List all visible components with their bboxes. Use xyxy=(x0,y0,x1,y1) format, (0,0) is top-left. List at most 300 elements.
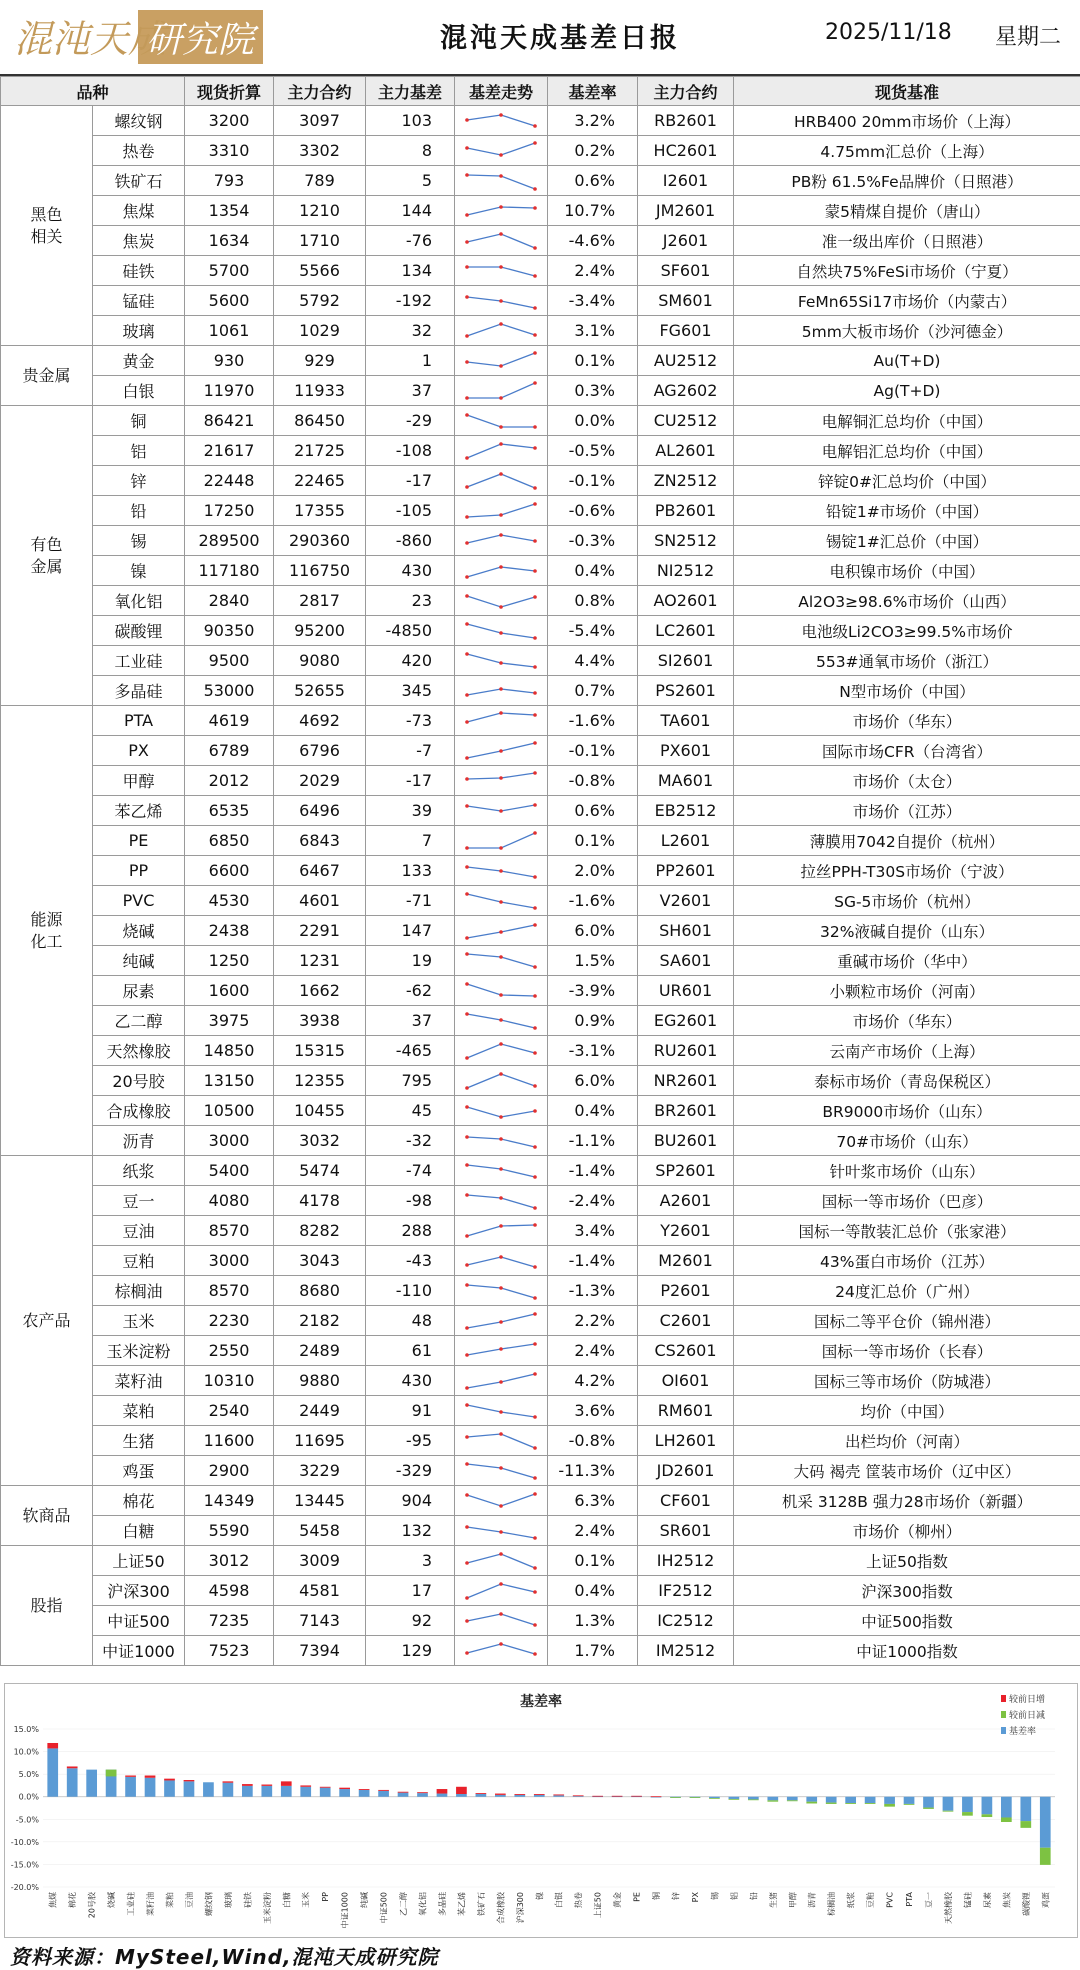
trend-sparkline xyxy=(461,948,541,974)
x-tick-label: 20号胶 xyxy=(87,1891,97,1918)
legend-swatch xyxy=(1001,1727,1006,1734)
trend-point xyxy=(533,1206,537,1210)
trend-sparkline xyxy=(461,738,541,764)
basis-cell: 904 xyxy=(366,1486,455,1516)
trend-point xyxy=(533,539,537,543)
bar-basis-rate xyxy=(534,1795,545,1797)
spot-price-cell: 17250 xyxy=(185,496,274,526)
trend-point xyxy=(465,575,469,579)
spot-price-cell: 117180 xyxy=(185,556,274,586)
trend-point xyxy=(533,1084,537,1088)
contract-cell: Y2601 xyxy=(638,1216,734,1246)
spot-price-cell: 5400 xyxy=(185,1156,274,1186)
trend-point xyxy=(499,265,503,269)
trend-sparkline xyxy=(461,1608,541,1634)
product-cell: 多晶硅 xyxy=(93,676,185,706)
futures-price-cell: 15315 xyxy=(274,1036,366,1066)
trend-point xyxy=(533,1026,537,1030)
x-tick-label: PTA xyxy=(905,1891,914,1906)
bar-basis-rate xyxy=(359,1790,370,1797)
trend-point xyxy=(499,1582,503,1586)
spot-price-cell: 1250 xyxy=(185,946,274,976)
futures-price-cell: 116750 xyxy=(274,556,366,586)
bar-basis-rate xyxy=(1001,1797,1012,1818)
spot-standard-cell: 电积镍市场价（中国） xyxy=(734,556,1080,586)
contract-cell: CU2512 xyxy=(638,406,734,436)
trend-cell xyxy=(455,1126,548,1156)
spot-price-cell: 3310 xyxy=(185,136,274,166)
contract-cell: RU2601 xyxy=(638,1036,734,1066)
basis-cell: 5 xyxy=(366,166,455,196)
legend-swatch xyxy=(1001,1695,1006,1702)
table-row xyxy=(1,1396,1080,1426)
report-date: 2025/11/18 xyxy=(825,20,952,45)
basis-rate-cell: -0.8% xyxy=(548,766,638,796)
trend-cell xyxy=(455,1216,548,1246)
spot-price-cell: 4619 xyxy=(185,706,274,736)
spot-standard-cell: Al2O3≥98.6%市场价（山西） xyxy=(734,586,1080,616)
trend-point xyxy=(465,652,469,656)
trend-sparkline xyxy=(461,1188,541,1214)
futures-price-cell: 52655 xyxy=(274,676,366,706)
trend-cell xyxy=(455,1186,548,1216)
contract-cell: SI2601 xyxy=(638,646,734,676)
trend-point xyxy=(499,322,503,326)
product-cell: 黄金 xyxy=(93,346,185,376)
futures-price-cell: 1029 xyxy=(274,316,366,346)
basis-cell: -62 xyxy=(366,976,455,1006)
trend-cell xyxy=(455,736,548,766)
trend-cell xyxy=(455,496,548,526)
contract-cell: PX601 xyxy=(638,736,734,766)
bar-change-increase xyxy=(437,1789,448,1794)
bar-basis-rate xyxy=(47,1748,58,1796)
x-tick-label: 苯乙烯 xyxy=(456,1892,466,1916)
bar-basis-rate xyxy=(281,1786,292,1797)
trend-sparkline xyxy=(461,1398,541,1424)
bar-change-decrease xyxy=(709,1798,720,1799)
product-cell: 上证50 xyxy=(93,1546,185,1576)
basis-rate-cell: 0.4% xyxy=(548,556,638,586)
futures-price-cell: 3043 xyxy=(274,1246,366,1276)
bar-basis-rate xyxy=(417,1793,428,1797)
product-cell: 纸浆 xyxy=(93,1156,185,1186)
basis-cell: 430 xyxy=(366,556,455,586)
trend-point xyxy=(499,1167,503,1171)
trend-sparkline xyxy=(461,528,541,554)
spot-price-cell: 3012 xyxy=(185,1546,274,1576)
trend-point xyxy=(533,1536,537,1540)
trend-point xyxy=(465,982,469,986)
trend-point xyxy=(499,533,503,537)
bar-change-decrease xyxy=(729,1799,740,1800)
y-tick-label: 0.0% xyxy=(19,1793,40,1802)
spot-standard-cell: 中证1000指数 xyxy=(734,1636,1080,1666)
bar-change-increase xyxy=(514,1794,525,1795)
bar-change-increase xyxy=(242,1784,253,1786)
contract-cell: BU2601 xyxy=(638,1126,734,1156)
bar-basis-rate xyxy=(865,1797,876,1803)
basis-rate-cell: -1.1% xyxy=(548,1126,638,1156)
basis-rate-chart xyxy=(4,1683,1078,1938)
spot-price-cell: 7523 xyxy=(185,1636,274,1666)
trend-sparkline xyxy=(461,798,541,824)
product-cell: 硅铁 xyxy=(93,256,185,286)
trend-line xyxy=(467,444,535,458)
futures-price-cell: 2029 xyxy=(274,766,366,796)
product-cell: 焦炭 xyxy=(93,226,185,256)
bar-change-increase xyxy=(573,1795,584,1796)
basis-cell: 32 xyxy=(366,316,455,346)
trend-point xyxy=(465,1135,469,1139)
y-tick-label: 15.0% xyxy=(14,1725,40,1734)
bar-change-decrease xyxy=(1020,1821,1031,1828)
bar-basis-rate xyxy=(476,1794,487,1797)
spot-standard-cell: 云南产市场价（上海） xyxy=(734,1036,1080,1066)
futures-price-cell: 2182 xyxy=(274,1306,366,1336)
trend-point xyxy=(499,1224,503,1228)
trend-cell xyxy=(455,706,548,736)
table-row xyxy=(1,316,1080,346)
basis-rate-cell: 4.2% xyxy=(548,1366,638,1396)
spot-price-cell: 4530 xyxy=(185,886,274,916)
spot-price-cell: 21617 xyxy=(185,436,274,466)
spot-price-cell: 1061 xyxy=(185,316,274,346)
basis-rate-cell: -3.1% xyxy=(548,1036,638,1066)
x-tick-label: 中证1000 xyxy=(340,1892,350,1928)
basis-rate-cell: 10.7% xyxy=(548,196,638,226)
trend-point xyxy=(499,1072,503,1076)
basis-rate-cell: -1.4% xyxy=(548,1156,638,1186)
trend-line xyxy=(467,1554,535,1568)
basis-rate-cell: 0.8% xyxy=(548,586,638,616)
spot-standard-cell: BR9000市场价（山东） xyxy=(734,1096,1080,1126)
spot-standard-cell: 沪深300指数 xyxy=(734,1576,1080,1606)
spot-standard-cell: 国标一等市场价（巴彦） xyxy=(734,1186,1080,1216)
svg-text:研究院: 研究院 xyxy=(146,20,259,61)
trend-point xyxy=(499,776,503,780)
futures-price-cell: 6467 xyxy=(274,856,366,886)
table-row xyxy=(1,196,1080,226)
x-tick-label: 硅铁 xyxy=(242,1892,252,1908)
bar-change-decrease xyxy=(670,1797,681,1798)
contract-cell: EG2601 xyxy=(638,1006,734,1036)
trend-cell xyxy=(455,376,548,406)
spot-price-cell: 5700 xyxy=(185,256,274,286)
table-row xyxy=(1,676,1080,706)
trend-sparkline xyxy=(461,348,541,374)
bar-basis-rate xyxy=(982,1797,993,1815)
logo xyxy=(10,8,265,66)
trend-sparkline xyxy=(461,1008,541,1034)
trend-point xyxy=(499,232,503,236)
bar-basis-rate xyxy=(164,1780,175,1796)
table-row xyxy=(1,1606,1080,1636)
trend-point xyxy=(499,1018,503,1022)
contract-cell: CF601 xyxy=(638,1486,734,1516)
bar-change-decrease xyxy=(904,1804,915,1805)
futures-price-cell: 3097 xyxy=(274,106,366,136)
trend-point xyxy=(465,541,469,545)
spot-standard-cell: 电解铝汇总均价（中国） xyxy=(734,436,1080,466)
legend-label: 基差率 xyxy=(1009,1725,1036,1737)
futures-price-cell: 8282 xyxy=(274,1216,366,1246)
trend-cell xyxy=(455,1336,548,1366)
trend-cell xyxy=(455,256,548,286)
contract-cell: SM601 xyxy=(638,286,734,316)
legend-label: 较前日增 xyxy=(1009,1693,1045,1705)
spot-standard-cell: 电解铜汇总均价（中国） xyxy=(734,406,1080,436)
basis-cell: -860 xyxy=(366,526,455,556)
trend-sparkline xyxy=(461,1578,541,1604)
trend-cell xyxy=(455,406,548,436)
table-row xyxy=(1,1156,1080,1186)
trend-cell xyxy=(455,466,548,496)
futures-price-cell: 17355 xyxy=(274,496,366,526)
spot-price-cell: 3975 xyxy=(185,1006,274,1036)
trend-point xyxy=(465,846,469,850)
product-cell: 铜 xyxy=(93,406,185,436)
trend-point xyxy=(465,1561,469,1565)
product-cell: 豆粕 xyxy=(93,1246,185,1276)
spot-standard-cell: 市场价（柳州） xyxy=(734,1516,1080,1546)
trend-point xyxy=(499,1642,503,1646)
contract-cell: OI601 xyxy=(638,1366,734,1396)
basis-rate-cell: 0.6% xyxy=(548,796,638,826)
bar-change-increase xyxy=(320,1787,331,1788)
spot-standard-cell: 上证50指数 xyxy=(734,1546,1080,1576)
futures-price-cell: 6496 xyxy=(274,796,366,826)
trend-cell xyxy=(455,886,548,916)
futures-price-cell: 5458 xyxy=(274,1516,366,1546)
trend-line xyxy=(467,1074,535,1088)
spot-standard-cell: 国标二等平仓价（锦州港） xyxy=(734,1306,1080,1336)
trend-line xyxy=(467,474,535,488)
spot-standard-cell: 市场价（华东） xyxy=(734,1006,1080,1036)
table-row xyxy=(1,496,1080,526)
trend-point xyxy=(465,485,469,489)
bar-change-decrease xyxy=(943,1811,954,1812)
basis-rate-cell: 0.0% xyxy=(548,406,638,436)
futures-price-cell: 7394 xyxy=(274,1636,366,1666)
futures-price-cell: 789 xyxy=(274,166,366,196)
trend-point xyxy=(499,364,503,368)
bar-change-increase xyxy=(398,1792,409,1793)
basis-cell: -17 xyxy=(366,766,455,796)
product-cell: PTA xyxy=(93,706,185,736)
trend-cell xyxy=(455,316,548,346)
trend-point xyxy=(465,118,469,122)
basis-cell: 17 xyxy=(366,1576,455,1606)
y-tick-label: -20.0% xyxy=(11,1883,40,1892)
legend-swatch xyxy=(1001,1711,1006,1718)
trend-point xyxy=(499,153,503,157)
legend-label: 较前日减 xyxy=(1009,1709,1045,1721)
col-header-futures: 主力合约 xyxy=(274,77,366,106)
trend-sparkline xyxy=(461,1308,541,1334)
product-cell: 铅 xyxy=(93,496,185,526)
basis-rate-cell: -1.3% xyxy=(548,1276,638,1306)
basis-rate-cell: -3.4% xyxy=(548,286,638,316)
product-cell: 中证1000 xyxy=(93,1636,185,1666)
basis-cell: 37 xyxy=(366,376,455,406)
trend-sparkline xyxy=(461,858,541,884)
trend-point xyxy=(465,240,469,244)
trend-cell xyxy=(455,1096,548,1126)
trend-point xyxy=(533,141,537,145)
bar-basis-rate xyxy=(67,1768,78,1796)
trend-point xyxy=(465,1651,469,1655)
basis-cell: 7 xyxy=(366,826,455,856)
contract-cell: J2601 xyxy=(638,226,734,256)
bar-basis-rate xyxy=(86,1770,97,1797)
table-row xyxy=(1,286,1080,316)
trend-point xyxy=(499,174,503,178)
spot-standard-cell: 铅锭1#市场价（中国） xyxy=(734,496,1080,526)
trend-point xyxy=(499,631,503,635)
product-cell: 沪深300 xyxy=(93,1576,185,1606)
spot-standard-cell: 准一级出库价（日照港） xyxy=(734,226,1080,256)
trend-point xyxy=(499,900,503,904)
spot-price-cell: 2540 xyxy=(185,1396,274,1426)
product-cell: 螺纹钢 xyxy=(93,106,185,136)
contract-cell: ZN2512 xyxy=(638,466,734,496)
trend-cell xyxy=(455,616,548,646)
trend-cell xyxy=(455,226,548,256)
trend-point xyxy=(465,1193,469,1197)
bar-change-increase xyxy=(300,1785,311,1786)
basis-rate-cell: -2.4% xyxy=(548,1186,638,1216)
table-row xyxy=(1,796,1080,826)
bar-change-decrease xyxy=(787,1800,798,1801)
spot-price-cell: 90350 xyxy=(185,616,274,646)
basis-cell: 144 xyxy=(366,196,455,226)
trend-point xyxy=(533,187,537,191)
table-row xyxy=(1,1516,1080,1546)
trend-point xyxy=(533,333,537,337)
trend-point xyxy=(465,622,469,626)
table-row xyxy=(1,556,1080,586)
trend-point xyxy=(533,1051,537,1055)
bar-change-decrease xyxy=(106,1770,117,1777)
trend-cell xyxy=(455,346,548,376)
trend-point xyxy=(499,472,503,476)
futures-price-cell: 7143 xyxy=(274,1606,366,1636)
futures-price-cell: 9880 xyxy=(274,1366,366,1396)
trend-point xyxy=(533,274,537,278)
contract-cell: IF2512 xyxy=(638,1576,734,1606)
product-cell: 豆油 xyxy=(93,1216,185,1246)
basis-rate-cell: 1.3% xyxy=(548,1606,638,1636)
report-header xyxy=(0,0,1080,76)
basis-cell: 288 xyxy=(366,1216,455,1246)
bar-change-decrease xyxy=(1040,1848,1051,1865)
product-cell: 铁矿石 xyxy=(93,166,185,196)
product-cell: 豆一 xyxy=(93,1186,185,1216)
product-cell: 白银 xyxy=(93,376,185,406)
spot-price-cell: 2012 xyxy=(185,766,274,796)
bar-basis-rate xyxy=(339,1789,350,1797)
basis-cell: 795 xyxy=(366,1066,455,1096)
spot-price-cell: 2840 xyxy=(185,586,274,616)
bar-change-decrease xyxy=(884,1804,895,1807)
basis-rate-cell: 3.1% xyxy=(548,316,638,346)
bar-change-increase xyxy=(47,1743,58,1748)
trend-point xyxy=(499,1612,503,1616)
trend-point xyxy=(465,1234,469,1238)
trend-point xyxy=(499,1466,503,1470)
contract-cell: LH2601 xyxy=(638,1426,734,1456)
futures-price-cell: 3032 xyxy=(274,1126,366,1156)
bar-change-increase xyxy=(553,1794,564,1795)
product-cell: 20号胶 xyxy=(93,1066,185,1096)
x-tick-label: 焦炭 xyxy=(1001,1892,1011,1908)
contract-cell: BR2601 xyxy=(638,1096,734,1126)
basis-rate-cell: -0.8% xyxy=(548,1426,638,1456)
x-tick-label: 多晶硅 xyxy=(437,1892,447,1916)
trend-line xyxy=(467,1165,535,1177)
basis-cell: -32 xyxy=(366,1126,455,1156)
table-row xyxy=(1,766,1080,796)
spot-standard-cell: 针叶浆市场价（山东） xyxy=(734,1156,1080,1186)
trend-point xyxy=(465,1462,469,1466)
table-row xyxy=(1,1186,1080,1216)
trend-point xyxy=(499,205,503,209)
trend-point xyxy=(533,306,537,310)
trend-cell xyxy=(455,646,548,676)
table-row xyxy=(1,1216,1080,1246)
spot-price-cell: 1354 xyxy=(185,196,274,226)
trend-point xyxy=(499,1410,503,1414)
contract-cell: SP2601 xyxy=(638,1156,734,1186)
trend-point xyxy=(465,1105,469,1109)
basis-cell: 8 xyxy=(366,136,455,166)
bar-basis-rate xyxy=(767,1797,778,1801)
futures-price-cell: 11933 xyxy=(274,376,366,406)
spot-price-cell: 86421 xyxy=(185,406,274,436)
trend-point xyxy=(499,1137,503,1141)
contract-cell: LC2601 xyxy=(638,616,734,646)
trend-point xyxy=(499,113,503,117)
spot-price-cell: 4080 xyxy=(185,1186,274,1216)
bar-basis-rate xyxy=(203,1782,214,1796)
spot-price-cell: 11970 xyxy=(185,376,274,406)
trend-point xyxy=(499,846,503,850)
basis-cell: 420 xyxy=(366,646,455,676)
spot-standard-cell: 国标一等市场价（长春） xyxy=(734,1336,1080,1366)
trend-sparkline xyxy=(461,1338,541,1364)
trend-sparkline xyxy=(461,708,541,734)
bar-basis-rate xyxy=(125,1777,136,1797)
spot-standard-cell: 市场价（太仓） xyxy=(734,766,1080,796)
product-cell: 玻璃 xyxy=(93,316,185,346)
futures-price-cell: 5474 xyxy=(274,1156,366,1186)
basis-cell: -7 xyxy=(366,736,455,766)
y-tick-label: -15.0% xyxy=(11,1860,40,1869)
futures-price-cell: 6843 xyxy=(274,826,366,856)
data-source: 资料来源：MySteel,Wind,混沌天成研究院 xyxy=(10,1941,439,1970)
product-cell: 中证500 xyxy=(93,1606,185,1636)
trend-point xyxy=(465,213,469,217)
futures-price-cell: 21725 xyxy=(274,436,366,466)
basis-rate-cell: 2.4% xyxy=(548,1336,638,1366)
trend-point xyxy=(533,1446,537,1450)
product-cell: 沥青 xyxy=(93,1126,185,1156)
trend-point xyxy=(465,1263,469,1267)
spot-standard-cell: 泰标市场价（青岛保税区） xyxy=(734,1066,1080,1096)
table-row xyxy=(1,886,1080,916)
trend-point xyxy=(533,923,537,927)
